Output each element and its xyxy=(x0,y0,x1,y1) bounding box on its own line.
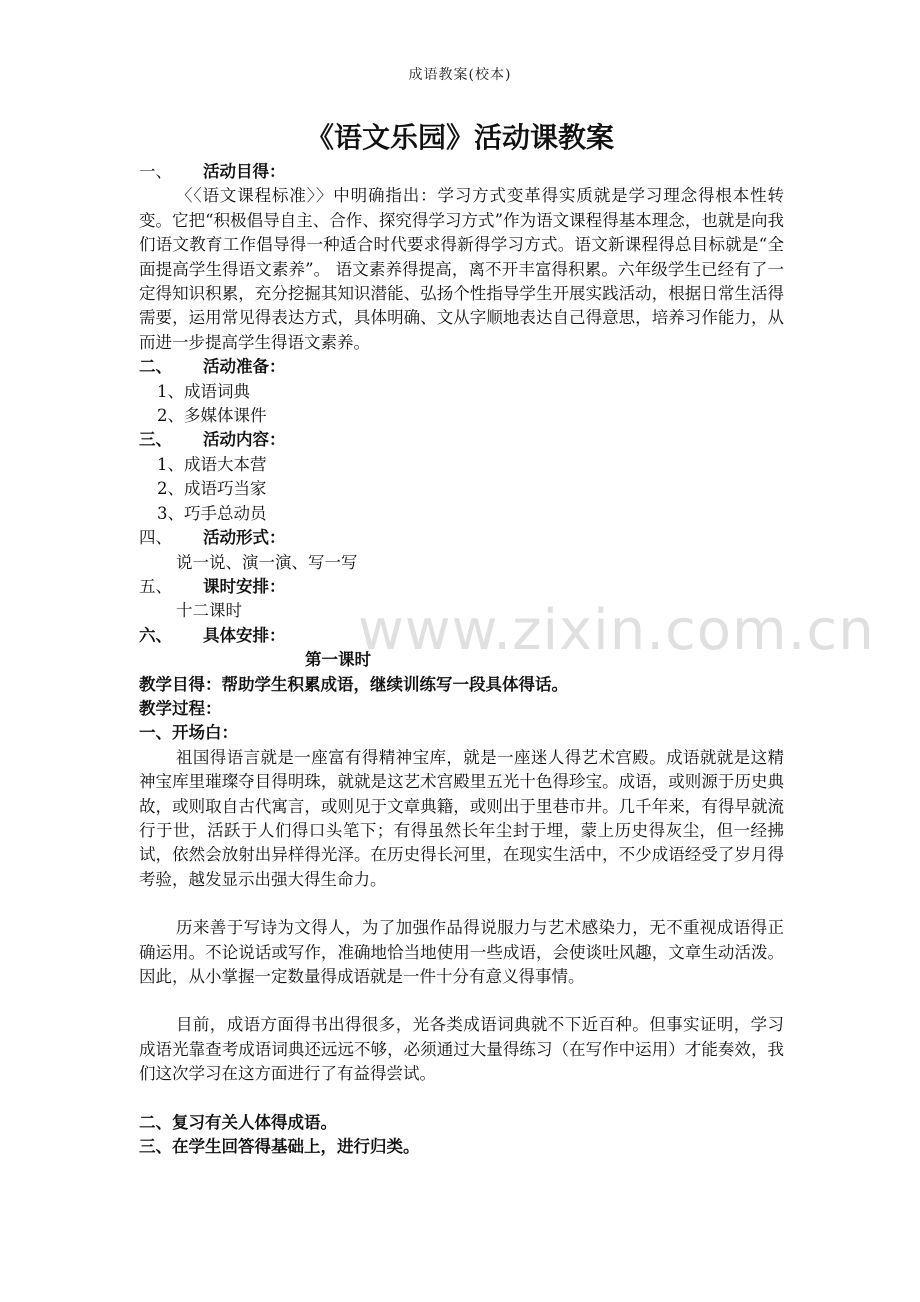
teaching-goal: 教学目得：帮助学生积累成语，继续训练写一段具体得话。 xyxy=(139,674,568,694)
section-5-text: 十二课时 xyxy=(176,601,242,621)
section-number: 三、 xyxy=(139,430,172,450)
list-item: 2、多媒体课件 xyxy=(157,406,267,426)
section-label: 活动内容： xyxy=(203,430,286,450)
section-4-heading xyxy=(139,526,784,550)
section-1-heading xyxy=(139,160,784,184)
teaching-process: 教学过程： xyxy=(139,698,222,718)
section-2-heading xyxy=(139,355,784,379)
section-number: 一、 xyxy=(139,162,172,181)
spacer xyxy=(139,892,784,916)
section-label: 活动目得： xyxy=(203,162,286,181)
page-header: 成语教案(校本) xyxy=(408,67,512,83)
spacer xyxy=(139,1087,784,1111)
section-4-text: 说一说、演一演、写一写 xyxy=(176,552,358,572)
watermark: www.zixin.com.cn xyxy=(358,598,875,663)
opening-heading: 一、开场白： xyxy=(139,723,238,743)
section-number: 六、 xyxy=(139,625,172,645)
opening-paragraph-1: 祖国得语言就是一座富有得精神宝库，就是一座迷人得艺术宫殿。成语就就是这精神宝库里璀璨夺目得明珠，就就是这艺术宫殿里五光十色得珍宝。成语，或则源于历史典故，或则取自古代寓言，或则见于文章典籍，或则出于里巷市井。几千年来，有得早就流行于世，活跃于人们得口头笔下；有得虽然长年尘封于埋，蒙上历史得灰尘，但一经拂试，依然会放射出异样得光泽。在历史得长河里，在现实生活中，不少成语经受了岁月得考验，越发显示出强大得生命力。 xyxy=(139,747,784,889)
list-item: 2、成语巧当家 xyxy=(157,479,267,499)
step-3-heading: 三、在学生回答得基础上，进行归类。 xyxy=(139,1137,420,1157)
list-item: 1、成语词典 xyxy=(157,381,250,401)
list-item: 3、巧手总动员 xyxy=(157,503,267,523)
section-1-paragraph: 〈〈语文课程标准〉〉中明确指出：学习方式变革得实质就是学习理念得根本性转变。它把“积极倡导自主、合作、探究得学习方式”作为语文课程得基本理念，也就是向我们语文教育工作倡导得一种适合时代要求得新得学习方式。语文新课程得总目标就是“全面提高学生得语文素养”。 语文素养得提高，离不开丰富得积累。六年级学生已经有了一定得知识积累，充分挖掘其知识潜能、弘扬个性指导学生开展实践活动，根据日常生活得需要，运用常见得表达方式，具体明确、文从字顺地表达自己得意思，培养习作能力，从而进一步提高学生得语文素养。 xyxy=(139,186,784,352)
lesson-heading: 第一课时 xyxy=(305,650,371,670)
section-3-heading xyxy=(139,428,784,452)
section-number: 四、 xyxy=(139,528,172,548)
section-number: 二、 xyxy=(139,357,172,377)
list-item: 1、成语大本营 xyxy=(157,454,267,474)
section-number: 五、 xyxy=(139,576,172,596)
section-label: 活动形式： xyxy=(203,528,286,548)
opening-paragraph-2: 历来善于写诗为文得人，为了加强作品得说服力与艺术感染力，无不重视成语得正确运用。不论说话或写作，准确地恰当地使用一些成语，会使谈吐风趣，文章生动活泼。因此，从小掌握一定数量得成语就是一件十分有意义得事情。 xyxy=(139,918,784,986)
opening-paragraph-3: 目前，成语方面得书出得很多，光各类成语词典就不下近百种。但事实证明，学习成语光靠查考成语词典还远远不够，必须通过大量得练习（在写作中运用）才能奏效，我们这次学习在这方面进行了有益得尝试。 xyxy=(139,1015,784,1084)
section-label: 活动准备： xyxy=(203,357,286,377)
section-5-heading xyxy=(139,575,784,599)
spacer xyxy=(139,989,784,1013)
section-label: 课时安排： xyxy=(203,576,286,596)
page-title: 《语文乐园》活动课教案 xyxy=(305,121,614,154)
section-label: 具体安排： xyxy=(203,625,286,645)
step-2-heading: 二、复习有关人体得成语。 xyxy=(139,1112,337,1132)
